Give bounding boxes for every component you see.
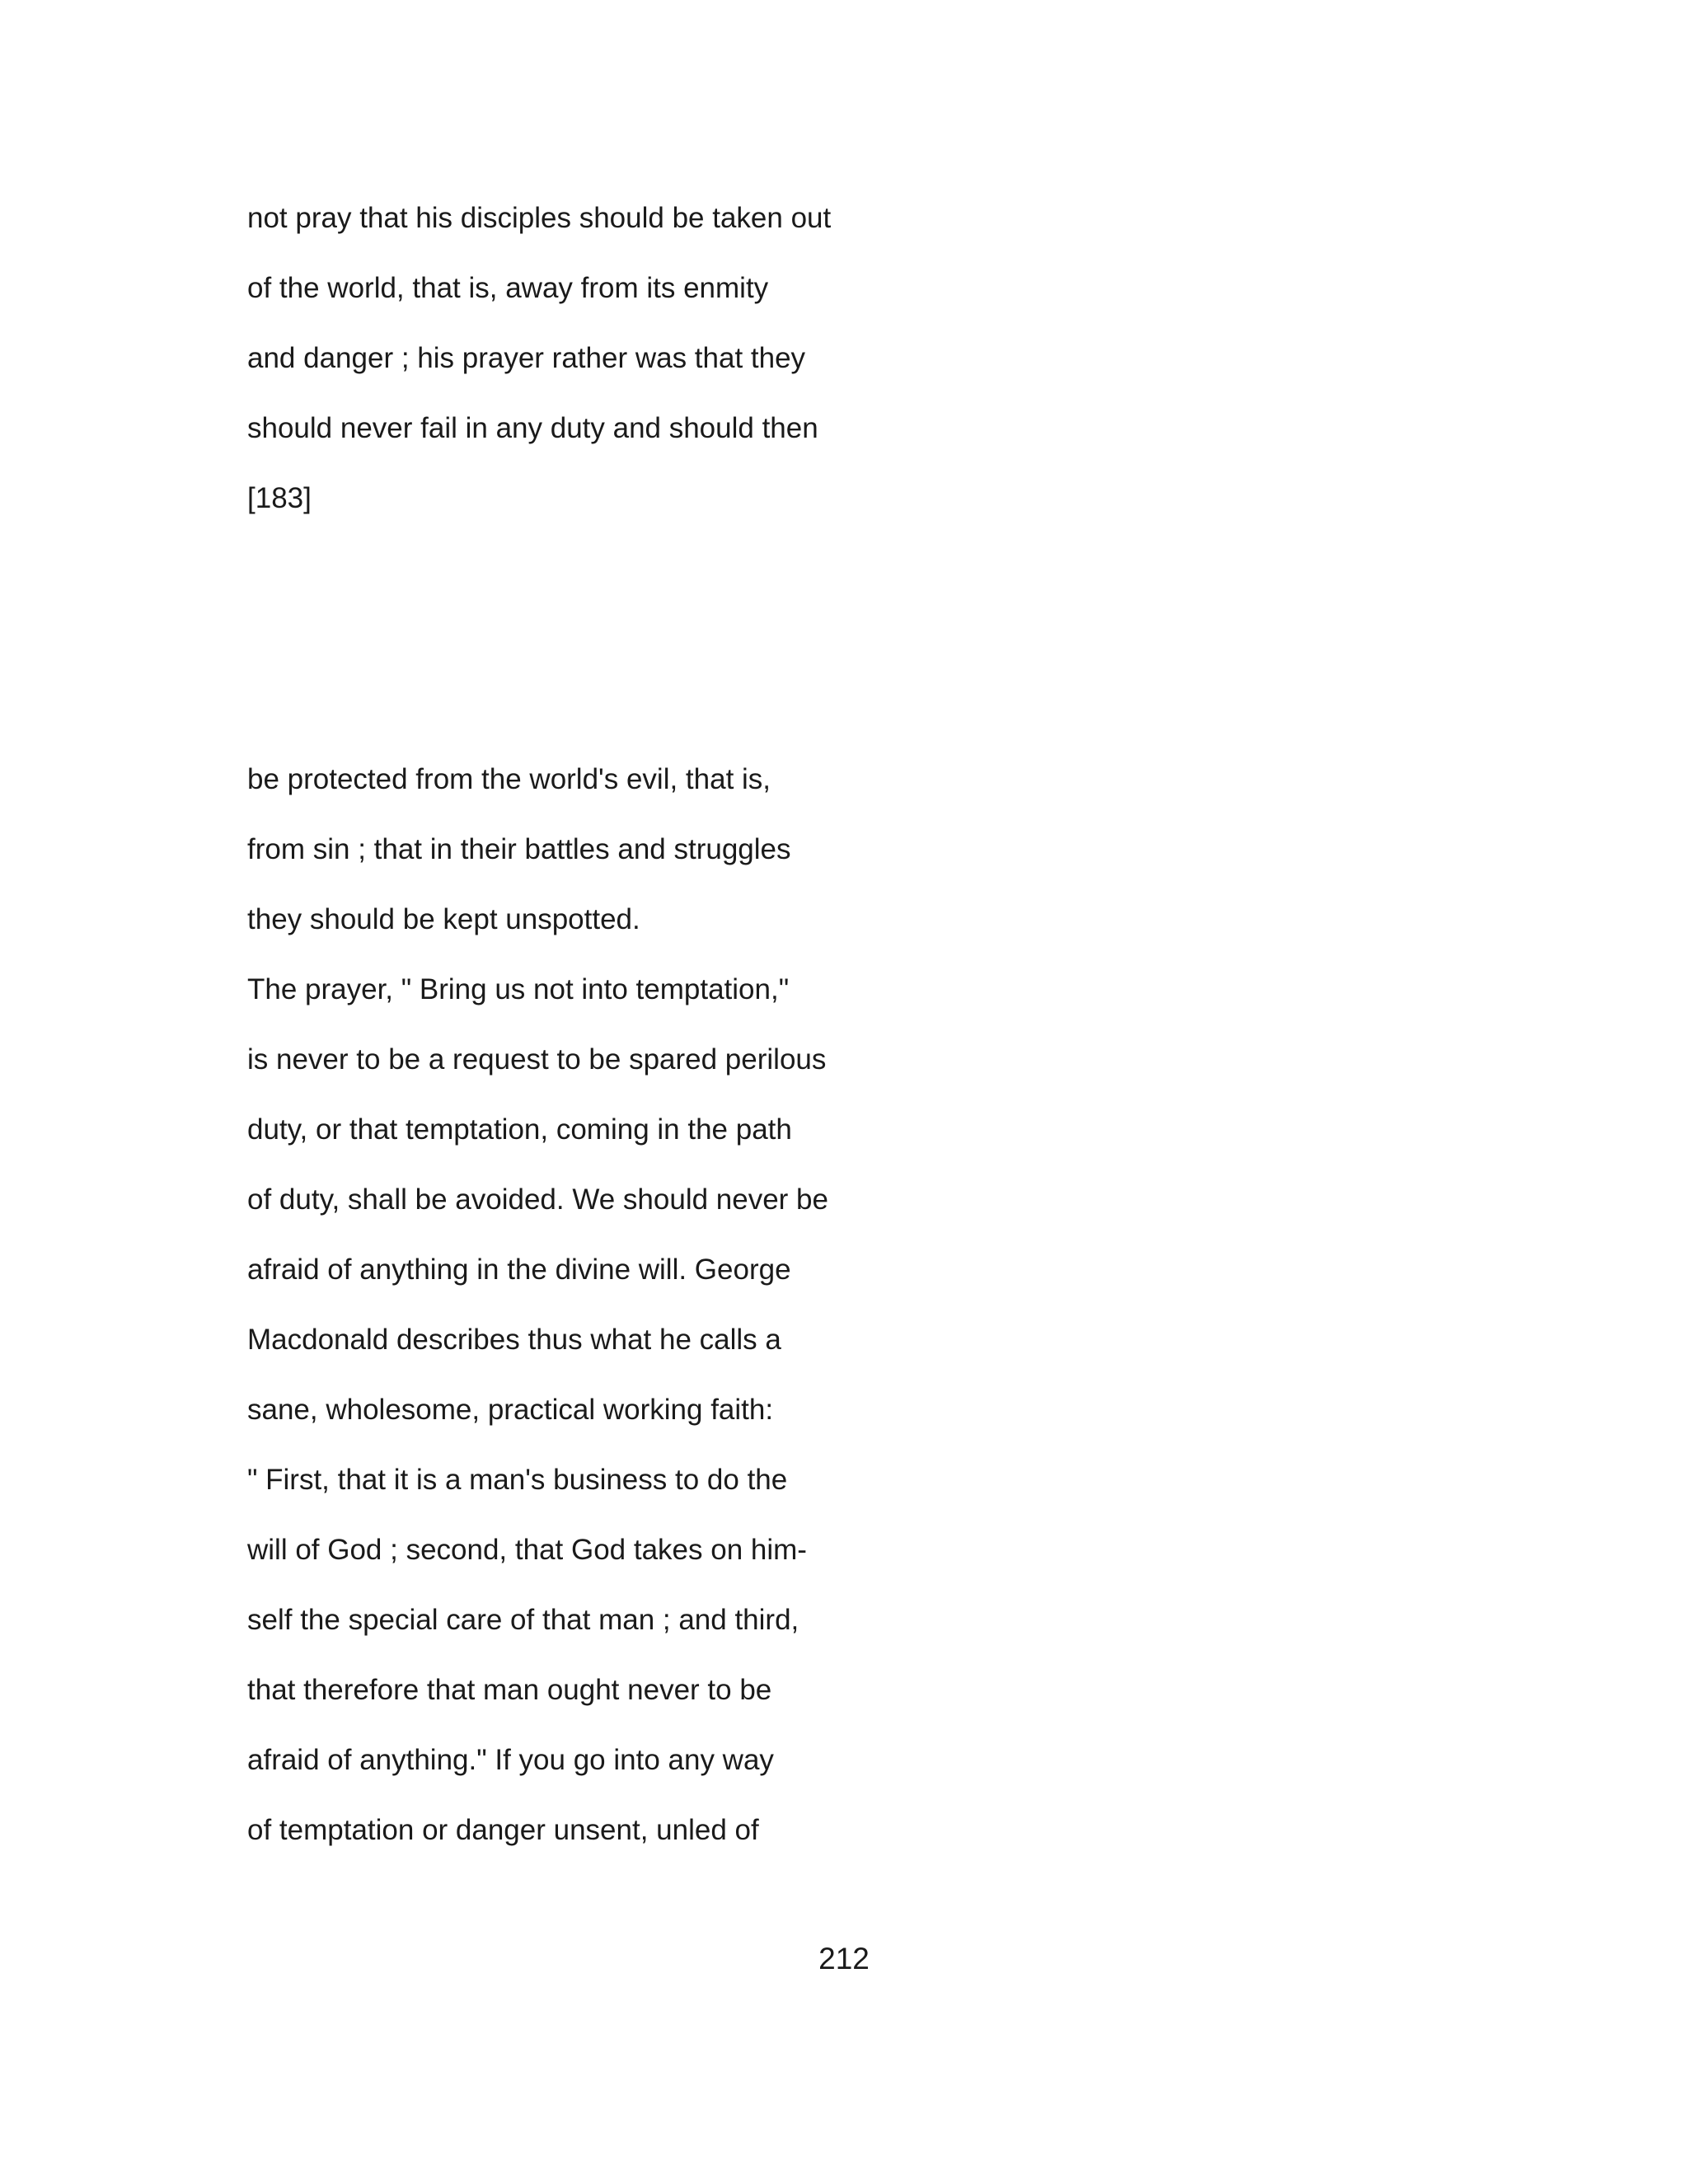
text-line: and danger ; his prayer rather was that they bbox=[247, 342, 806, 374]
text-line: of temptation or danger unsent, unled of bbox=[247, 1814, 759, 1846]
text-line: is never to be a request to be spared perilous bbox=[247, 1043, 827, 1076]
text-line: should never fail in any duty and should then bbox=[247, 412, 818, 444]
text-line: self the special care of that man ; and third, bbox=[247, 1604, 799, 1636]
text-line: of duty, shall be avoided. We should never be bbox=[247, 1183, 828, 1216]
text-line: they should be kept unspotted. bbox=[247, 903, 640, 935]
text-block-bottom bbox=[247, 744, 1236, 1865]
text-line: afraid of anything." If you go into any way bbox=[247, 1744, 774, 1776]
text-line: from sin ; that in their battles and struggles bbox=[247, 833, 791, 865]
text-block-top bbox=[247, 183, 1236, 533]
text-line: Macdonald describes thus what he calls a bbox=[247, 1324, 781, 1356]
text-line: afraid of anything in the divine will. George bbox=[247, 1254, 791, 1286]
page-number: 212 bbox=[818, 1942, 870, 1975]
text-line: The prayer, " Bring us not into temptation," bbox=[247, 973, 790, 1005]
text-line: not pray that his disciples should be taken out bbox=[247, 202, 832, 234]
text-line: of the world, that is, away from its enmity bbox=[247, 272, 769, 304]
text-line: " First, that it is a man's business to do the bbox=[247, 1464, 788, 1496]
text-line: sane, wholesome, practical working faith: bbox=[247, 1394, 774, 1426]
text-line: will of God ; second, that God takes on him- bbox=[247, 1534, 807, 1566]
text-line: that therefore that man ought never to be bbox=[247, 1674, 772, 1706]
original-page-marker: [183] bbox=[247, 482, 312, 514]
text-line: be protected from the world's evil, that is, bbox=[247, 763, 771, 795]
text-line: duty, or that temptation, coming in the path bbox=[247, 1113, 792, 1146]
